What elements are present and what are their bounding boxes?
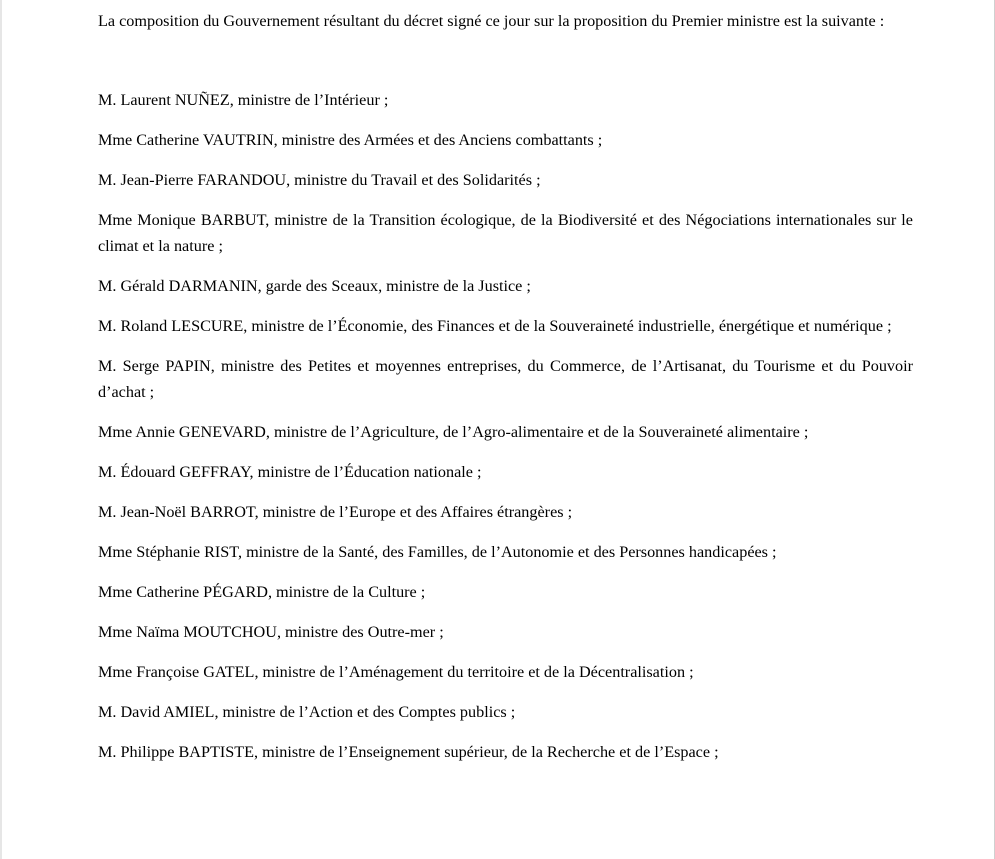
minister-item-education: M. Édouard GEFFRAY, ministre de l’Éducation nationale ; (98, 463, 482, 481)
minister-item-action-comptes-publics: M. David AMIEL, ministre de l’Action et des Comptes publics ; (98, 703, 516, 721)
minister-item-economie: M. Roland LESCURE, ministre de l’Économie, des Finances et de la Souveraineté industrielle, énergétique et numérique ; (98, 317, 892, 335)
minister-item-travail: M. Jean-Pierre FARANDOU, ministre du Travail et des Solidarités ; (98, 171, 541, 189)
minister-item-sante: Mme Stéphanie RIST, ministre de la Santé, des Familles, de l’Autonomie et des Personnes handicapées ; (98, 543, 777, 561)
minister-item-culture: Mme Catherine PÉGARD, ministre de la Culture ; (98, 583, 426, 601)
minister-item-transition-ecologique: Mme Monique BARBUT, ministre de la Transition écologique, de la Biodiversité et des Négociations internationales sur le climat et la nature ; (98, 211, 913, 255)
intro-paragraph: La composition du Gouvernement résultant du décret signé ce jour sur la proposition du Premier ministre est la suivante : (98, 12, 885, 30)
minister-item-armees: Mme Catherine VAUTRIN, ministre des Armées et des Anciens combattants ; (98, 131, 603, 149)
minister-item-amenagement-territoire: Mme Françoise GATEL, ministre de l’Aménagement du territoire et de la Décentralisation ; (98, 663, 694, 681)
minister-item-agriculture: Mme Annie GENEVARD, ministre de l’Agriculture, de l’Agro-alimentaire et de la Souveraineté alimentaire ; (98, 423, 809, 441)
minister-item-outre-mer: Mme Naïma MOUTCHOU, ministre des Outre-mer ; (98, 623, 444, 641)
document-page (98, 8, 913, 779)
minister-item-justice: M. Gérald DARMANIN, garde des Sceaux, ministre de la Justice ; (98, 277, 531, 295)
minister-list (98, 87, 913, 765)
page-left-gutter (0, 0, 2, 859)
minister-item-enseignement-superieur: M. Philippe BAPTISTE, ministre de l’Enseignement supérieur, de la Recherche et de l’Espace ; (98, 743, 719, 761)
minister-item-europe-affaires-etrangeres: M. Jean-Noël BARROT, ministre de l’Europe et des Affaires étrangères ; (98, 503, 573, 521)
minister-item-interieur: M. Laurent NUÑEZ, ministre de l’Intérieur ; (98, 91, 389, 109)
minister-item-pme-commerce: M. Serge PAPIN, ministre des Petites et moyennes entreprises, du Commerce, de l’Artisanat, du Tourisme et du Pouvoir d’achat ; (98, 357, 913, 401)
